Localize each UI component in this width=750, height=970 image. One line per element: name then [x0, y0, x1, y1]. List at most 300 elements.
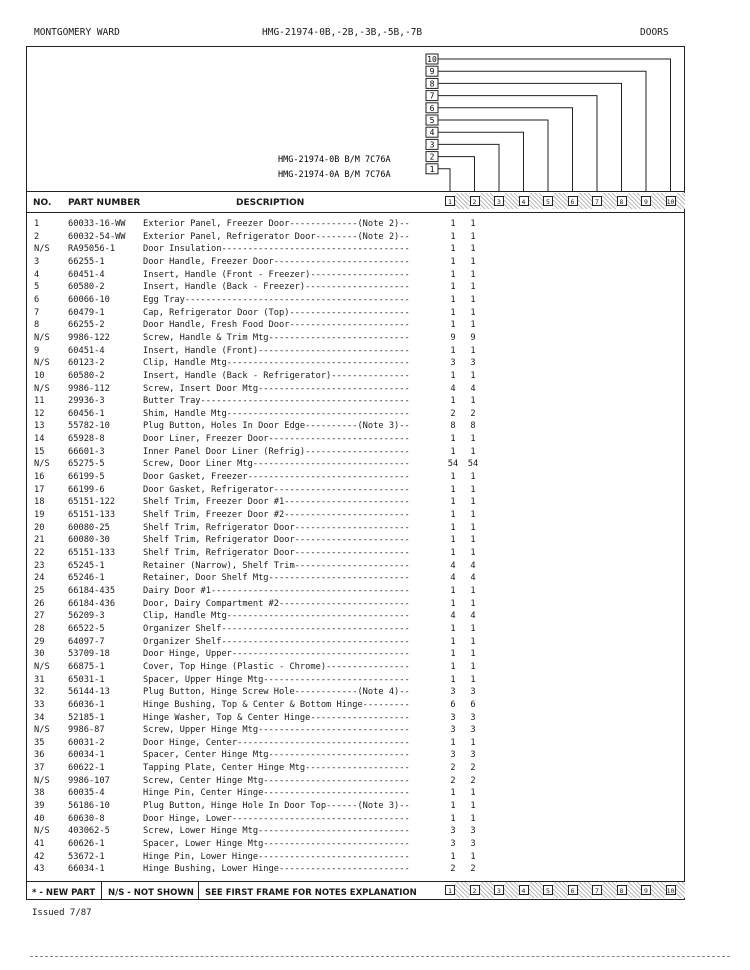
legend-not-shown: N/S - NOT SHOWN	[108, 888, 194, 898]
header-qty-col-3: 3	[494, 196, 504, 206]
part-number: 66522-5	[68, 623, 105, 634]
part-item-number: 20	[34, 522, 45, 533]
table-row	[26, 269, 685, 282]
qty-col-2: 4	[470, 560, 476, 571]
qty-col-2: 6	[470, 699, 476, 710]
part-description: Door Insulation------------------------------------	[143, 244, 410, 255]
section-label: DOORS	[640, 27, 669, 38]
part-number: 56144-13	[68, 687, 110, 698]
table-row	[26, 699, 685, 712]
part-number: 56186-10	[68, 801, 110, 812]
part-item-number: 8	[34, 320, 40, 331]
part-item-number: 35	[34, 737, 45, 748]
part-description: Door Gasket, Refrigerator--------------------------	[143, 484, 410, 495]
table-row	[26, 256, 685, 269]
part-description: Exterior Panel, Freezer Door-------------(Note 2)--	[143, 219, 410, 229]
part-number: 60123-2	[68, 358, 105, 369]
qty-col-2: 1	[470, 649, 476, 660]
qty-col-2: 1	[470, 788, 476, 799]
qty-col-1: 3	[450, 687, 456, 698]
qty-col-2: 1	[470, 219, 476, 229]
part-item-number: N/S	[34, 661, 50, 672]
qty-col-1: 1	[450, 256, 456, 267]
footer-qty-col-8: 8	[617, 885, 627, 895]
part-number: 60479-1	[68, 307, 105, 318]
part-item-number: N/S	[34, 244, 50, 255]
part-item-number: 40	[34, 813, 45, 824]
part-item-number: 42	[34, 851, 45, 862]
qty-col-2: 1	[470, 231, 476, 242]
model-line-1: HMG-21974-0B B/M 7C76A	[278, 155, 391, 165]
qty-col-1: 1	[450, 585, 456, 596]
part-description: Dairy Door #1--------------------------------------	[143, 585, 410, 596]
qty-col-2: 1	[470, 674, 476, 685]
table-row	[26, 370, 685, 383]
qty-col-1: 4	[450, 611, 456, 622]
part-description: Hinge Washer, Top & Center Hinge-------------------	[143, 712, 410, 723]
qty-col-2: 1	[470, 370, 476, 381]
part-description: Shelf Trim, Refrigerator Door----------------------	[143, 535, 410, 546]
part-number: 65151-133	[68, 510, 116, 521]
qty-col-1: 1	[450, 813, 456, 824]
part-item-number: 3	[34, 256, 40, 267]
part-number: 60035-4	[68, 788, 105, 799]
part-description: Screw, Insert Door Mtg-----------------------------	[143, 383, 410, 394]
part-description: Retainer, Door Shelf Mtg---------------------------	[143, 573, 410, 584]
part-item-number: N/S	[34, 826, 50, 837]
table-row	[26, 863, 685, 876]
bracket-box-label: 6	[429, 103, 435, 113]
part-description: Insert, Handle (Front - Freezer)-------------------	[143, 269, 410, 280]
part-description: Retainer (Narrow), Shelf Trim----------------------	[143, 560, 410, 571]
part-description: Spacer, Upper Hinge Mtg----------------------------	[143, 674, 410, 685]
table-row	[26, 686, 685, 699]
part-description: Plug Button, Holes In Door Edge----------(Note 3)--	[143, 421, 410, 432]
footer-qty-col-separator	[627, 882, 642, 898]
qty-col-1: 1	[450, 851, 456, 862]
header-qty-col-8: 8	[617, 196, 627, 206]
footer-qty-col-10: 10	[666, 887, 675, 895]
part-description: Plug Button, Hinge Hole In Door Top------(Note 3)--	[143, 801, 410, 812]
bracket-line-7	[438, 96, 597, 191]
part-item-number: 25	[34, 585, 45, 596]
qty-col-2: 1	[470, 585, 476, 596]
table-row	[26, 458, 685, 471]
part-item-number: 23	[34, 560, 45, 571]
part-item-number: 31	[34, 674, 45, 685]
part-item-number: 28	[34, 623, 45, 634]
part-item-number: N/S	[34, 725, 50, 736]
part-item-number: 13	[34, 421, 45, 432]
part-item-number: 38	[34, 788, 45, 799]
qty-col-2: 9	[470, 332, 476, 343]
qty-col-2: 1	[470, 535, 476, 546]
qty-col-1: 1	[450, 522, 456, 533]
part-number: 65031-1	[68, 674, 105, 685]
part-number: 66034-1	[68, 864, 105, 875]
part-description: Door Hinge, Center---------------------------------	[143, 737, 410, 748]
qty-col-2: 4	[470, 611, 476, 622]
part-description: Hinge Bushing, Top & Center & Bottom Hinge---------	[143, 699, 410, 710]
header-qty-col-separator	[602, 193, 617, 209]
part-description: Door Hinge, Upper----------------------------------	[143, 649, 410, 660]
part-description: Clip, Handle Mtg-----------------------------------	[143, 358, 410, 369]
page-edge-dashes	[30, 956, 730, 957]
qty-col-2: 1	[470, 510, 476, 521]
table-row	[26, 357, 685, 370]
part-number: 60451-4	[68, 269, 105, 280]
header-qty-col-2: 2	[470, 196, 480, 206]
header-bottom-rule	[26, 212, 685, 213]
footer-qty-col-3: 3	[494, 885, 504, 895]
part-item-number: 27	[34, 611, 45, 622]
qty-col-2: 3	[470, 687, 476, 698]
table-row	[26, 383, 685, 396]
bracket-line-8	[438, 83, 622, 191]
bracket-box-label: 5	[429, 116, 435, 125]
part-description: Shelf Trim, Refrigerator Door----------------------	[143, 548, 410, 558]
table-row	[26, 509, 685, 522]
qty-col-1: 1	[450, 446, 456, 457]
col-description: DESCRIPTION	[236, 198, 305, 208]
qty-col-1: 1	[450, 472, 456, 483]
part-number: 66255-1	[68, 256, 105, 267]
qty-col-2: 1	[470, 522, 476, 533]
qty-col-2: 3	[470, 839, 476, 850]
part-number: 60034-1	[68, 750, 105, 761]
table-row	[26, 319, 685, 332]
footer-divider-1	[101, 881, 102, 900]
part-item-number: N/S	[34, 775, 50, 786]
qty-col-2: 3	[470, 725, 476, 736]
part-number: 66199-6	[68, 484, 105, 495]
header-qty-col-separator	[627, 193, 642, 209]
qty-col-2: 1	[470, 434, 476, 445]
part-description: Screw, Lower Hinge Mtg-----------------------------	[143, 826, 410, 837]
bracket-line-3	[438, 144, 499, 191]
bracket-box-label: 9	[429, 67, 435, 77]
footer-qty-col-1: 1	[445, 885, 455, 895]
part-number: 60580-2	[68, 370, 105, 381]
qty-col-1: 1	[450, 484, 456, 495]
notes-explanation: SEE FIRST FRAME FOR NOTES EXPLANATION	[205, 888, 417, 898]
header-qty-col-7: 7	[592, 196, 602, 206]
table-row	[26, 446, 685, 459]
footer-qty-col-7: 7	[592, 885, 602, 895]
part-description: Hinge Pin, Lower Hinge-----------------------------	[143, 851, 410, 862]
qty-col-2: 1	[470, 345, 476, 356]
qty-col-1: 1	[450, 737, 456, 748]
part-item-number: 11	[34, 396, 45, 407]
table-row	[26, 636, 685, 649]
part-description: Screw, Door Liner Mtg------------------------------	[143, 459, 410, 470]
table-row	[26, 534, 685, 547]
qty-col-2: 1	[470, 636, 476, 647]
qty-col-2: 2	[470, 763, 476, 774]
part-item-number: 21	[34, 535, 45, 546]
qty-col-2: 4	[470, 383, 476, 394]
table-row	[26, 294, 685, 307]
part-item-number: 43	[34, 864, 45, 875]
table-row	[26, 623, 685, 636]
col-part-number: PART NUMBER	[68, 198, 141, 208]
qty-col-1: 3	[450, 358, 456, 369]
bracket-line-5	[438, 120, 548, 191]
header-qty-col-9: 9	[641, 196, 651, 206]
qty-col-2: 1	[470, 320, 476, 331]
part-number: 65928-8	[68, 434, 105, 445]
qty-col-1: 3	[450, 750, 456, 761]
qty-col-1: 2	[450, 775, 456, 786]
part-description: Shelf Trim, Freezer Door #1------------------------	[143, 497, 410, 508]
part-description: Plug Button, Hinge Screw Hole------------(Note 4)--	[143, 687, 410, 698]
part-number: 66184-436	[68, 598, 116, 609]
part-number: 65246-1	[68, 573, 105, 584]
bracket-line-4	[438, 132, 524, 191]
part-number: 403062-5	[68, 826, 110, 837]
part-description: Door Hinge, Lower----------------------------------	[143, 813, 410, 824]
qty-col-1: 1	[450, 219, 456, 229]
qty-col-2: 1	[470, 661, 476, 672]
part-number: 9986-87	[68, 725, 105, 736]
table-row	[26, 218, 685, 231]
part-item-number: 16	[34, 472, 45, 483]
part-number: RA95056-1	[68, 244, 116, 255]
col-no: NO.	[33, 198, 52, 208]
bracket-line-9	[438, 71, 646, 191]
qty-col-1: 4	[450, 383, 456, 394]
qty-col-1: 1	[450, 623, 456, 634]
part-description: Exterior Panel, Refrigerator Door--------(Note 2)--	[143, 231, 410, 242]
part-number: 60580-2	[68, 282, 105, 293]
part-item-number: 34	[34, 712, 45, 723]
header-qty-col-4: 4	[519, 196, 529, 206]
part-number: 66875-1	[68, 661, 105, 672]
part-item-number: 9	[34, 345, 40, 356]
part-description: Door Gasket, Freezer-------------------------------	[143, 472, 410, 483]
part-description: Spacer, Lower Hinge Mtg----------------------------	[143, 839, 410, 850]
bracket-box-label: 3	[429, 140, 435, 150]
footer-qty-col-separator	[455, 882, 470, 898]
part-description: Shelf Trim, Refrigerator Door----------------------	[143, 522, 410, 533]
header-qty-col-separator	[651, 193, 666, 209]
bracket-line-10	[438, 59, 671, 191]
table-row	[26, 737, 685, 750]
part-item-number: 19	[34, 510, 45, 521]
table-row	[26, 572, 685, 585]
qty-col-1: 3	[450, 826, 456, 837]
part-item-number: 12	[34, 408, 45, 419]
part-description: Screw, Handle & Trim Mtg---------------------------	[143, 332, 410, 343]
legend-new-part: * - NEW PART	[32, 888, 96, 898]
part-number: 60033-16-WW	[68, 219, 126, 229]
qty-col-1: 2	[450, 763, 456, 774]
part-item-number: 39	[34, 801, 45, 812]
brand-label: MONTGOMERY WARD	[34, 27, 120, 38]
part-number: 60031-2	[68, 737, 105, 748]
header-qty-col-separator	[455, 193, 470, 209]
part-description: Door, Dairy Compartment #2-------------------------	[143, 598, 410, 609]
bracket-box-label: 7	[429, 91, 435, 101]
table-row	[26, 471, 685, 484]
qty-col-2: 1	[470, 801, 476, 812]
qty-col-2: 1	[470, 396, 476, 407]
qty-col-2: 3	[470, 826, 476, 837]
part-description: Door Handle, Fresh Food Door-----------------------	[143, 320, 410, 331]
part-item-number: 33	[34, 699, 45, 710]
qty-col-1: 4	[450, 560, 456, 571]
part-item-number: 37	[34, 763, 45, 774]
footer-qty-col-6: 6	[568, 885, 578, 895]
part-number: 60626-1	[68, 839, 105, 850]
part-description: Screw, Upper Hinge Mtg-----------------------------	[143, 725, 410, 736]
bracket-box-label: 2	[429, 152, 435, 162]
table-row	[26, 775, 685, 788]
qty-col-2: 1	[470, 307, 476, 318]
table-row	[26, 648, 685, 661]
part-number: 65275-5	[68, 459, 105, 470]
part-number: 65151-122	[68, 497, 116, 508]
part-description: Spacer, Center Hinge Mtg---------------------------	[143, 750, 410, 761]
part-item-number: 36	[34, 750, 45, 761]
qty-col-1: 8	[450, 421, 456, 432]
qty-col-2: 1	[470, 484, 476, 495]
footer-qty-col-9: 9	[641, 885, 651, 895]
footer-divider-2	[198, 881, 199, 900]
part-description: Door Handle, Freezer Door--------------------------	[143, 256, 410, 267]
footer-qty-col-4: 4	[519, 885, 529, 895]
qty-col-2: 1	[470, 813, 476, 824]
table-row	[26, 332, 685, 345]
header-qty-col-separator	[480, 193, 495, 209]
footer-qty-col-separator	[602, 882, 617, 898]
part-number: 64097-7	[68, 636, 105, 647]
qty-col-2: 1	[470, 623, 476, 634]
part-number: 60456-1	[68, 408, 105, 419]
issued-date: Issued 7/87	[32, 908, 92, 918]
part-item-number: 41	[34, 839, 45, 850]
header-qty-col-6: 6	[568, 196, 578, 206]
part-item-number: 24	[34, 573, 45, 584]
part-description: Inner Panel Door Liner (Refrig)--------------------	[143, 446, 410, 457]
footer-qty-col-separator	[651, 882, 666, 898]
part-description: Clip, Handle Mtg-----------------------------------	[143, 611, 410, 622]
qty-col-1: 2	[450, 864, 456, 875]
bracket-box-label: 1	[429, 164, 435, 174]
qty-col-2: 1	[470, 737, 476, 748]
qty-col-2: 1	[470, 598, 476, 609]
qty-col-1: 3	[450, 725, 456, 736]
table-row	[26, 307, 685, 320]
footer-qty-col-5: 5	[543, 885, 553, 895]
header-qty-col-separator	[578, 193, 593, 209]
qty-col-2: 1	[470, 472, 476, 483]
part-number: 55782-10	[68, 421, 110, 432]
bracket-box-label: 10	[427, 55, 437, 64]
part-number: 66255-2	[68, 320, 105, 331]
qty-col-1: 2	[450, 408, 456, 419]
part-number: 60032-54-WW	[68, 231, 126, 242]
qty-col-1: 1	[450, 434, 456, 445]
part-description: Hinge Bushing, Lower Hinge-------------------------	[143, 864, 410, 875]
table-row	[26, 231, 685, 244]
table-row	[26, 433, 685, 446]
qty-col-1: 3	[450, 712, 456, 723]
table-row	[26, 598, 685, 611]
table-row	[26, 800, 685, 813]
part-number: 52185-1	[68, 712, 105, 723]
table-row	[26, 345, 685, 358]
part-item-number: 26	[34, 598, 45, 609]
part-number: 53709-18	[68, 649, 110, 660]
model-list: HMG-21974-0B,-2B,-3B,-5B,-7B	[262, 27, 423, 38]
part-description: Egg Tray-------------------------------------------	[143, 294, 410, 305]
table-row	[26, 838, 685, 851]
part-item-number: 32	[34, 687, 45, 698]
part-item-number: 30	[34, 649, 45, 660]
qty-col-2: 8	[470, 421, 476, 432]
table-row	[26, 749, 685, 762]
qty-col-2: 3	[470, 358, 476, 369]
qty-col-2: 1	[470, 244, 476, 255]
bracket-line-1	[438, 169, 450, 191]
part-description: Hinge Pin, Center Hinge----------------------------	[143, 788, 410, 799]
qty-col-1: 1	[450, 282, 456, 293]
part-description: Shelf Trim, Freezer Door #2------------------------	[143, 510, 410, 521]
qty-col-2: 54	[467, 459, 479, 470]
qty-col-2: 3	[470, 712, 476, 723]
part-number: 9986-107	[68, 775, 110, 786]
table-row	[26, 674, 685, 687]
part-description: Insert, Handle (Front)-----------------------------	[143, 345, 410, 356]
qty-col-1: 1	[450, 788, 456, 799]
part-description: Organizer Shelf------------------------------------	[143, 623, 410, 634]
table-row	[26, 724, 685, 737]
part-description: Tapping Plate, Center Hinge Mtg--------------------	[143, 763, 410, 774]
qty-col-1: 1	[450, 269, 456, 280]
table-row	[26, 661, 685, 674]
bracket-box-label: 4	[429, 128, 435, 138]
table-row	[26, 243, 685, 256]
part-number: 9986-122	[68, 332, 110, 343]
part-number: 9986-112	[68, 383, 110, 394]
part-number: 29936-3	[68, 396, 105, 407]
part-number: 65151-133	[68, 548, 116, 558]
qty-col-1: 1	[450, 370, 456, 381]
qty-col-1: 4	[450, 573, 456, 584]
bracket-line-2	[438, 157, 475, 191]
model-column-diagram	[26, 46, 685, 191]
qty-col-1: 1	[450, 636, 456, 647]
part-description: Cap, Refrigerator Door (Top)-----------------------	[143, 307, 410, 318]
qty-col-2: 1	[470, 294, 476, 305]
table-row	[26, 851, 685, 864]
part-number: 60066-10	[68, 294, 110, 305]
qty-col-1: 1	[450, 396, 456, 407]
part-description: Door Liner, Freezer Door---------------------------	[143, 434, 410, 445]
part-item-number: 22	[34, 548, 45, 558]
qty-col-2: 4	[470, 573, 476, 584]
qty-col-2: 1	[470, 282, 476, 293]
qty-col-1: 1	[450, 649, 456, 660]
table-row	[26, 408, 685, 421]
header-qty-col-separator	[504, 193, 519, 209]
table-row	[26, 395, 685, 408]
qty-col-1: 1	[450, 548, 456, 558]
table-row	[26, 522, 685, 535]
qty-col-1: 1	[450, 307, 456, 318]
part-item-number: 18	[34, 497, 45, 508]
